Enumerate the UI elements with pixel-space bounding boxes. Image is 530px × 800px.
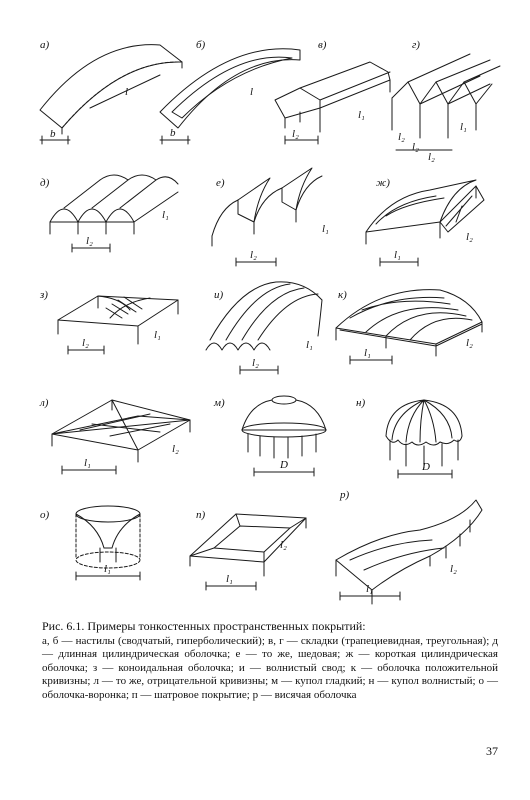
panel-e-dim-l2: l₂ — [250, 249, 257, 261]
panel-a-drawing — [40, 39, 182, 144]
panel-n-label: н) — [356, 397, 366, 409]
panel-n-drawing — [356, 397, 462, 478]
panel-d-drawing — [40, 175, 178, 252]
panel-p-label: п) — [196, 509, 206, 521]
panel-a-dim-l: l — [125, 86, 129, 98]
panel-zh-dim-l1: l₁ — [394, 249, 401, 261]
panel-n-dim-D: D — [422, 461, 430, 473]
panel-a-dim-b: b — [50, 128, 56, 140]
panel-l-dim-l2: l₂ — [172, 443, 179, 455]
panel-zh-dim-l2: l₂ — [466, 231, 473, 243]
panel-r-drawing — [336, 489, 482, 604]
panel-e-drawing — [212, 168, 329, 266]
panel-o-label: о) — [40, 509, 50, 521]
panel-b-dim-b: b — [170, 127, 176, 139]
panel-p-dim-l1: l₁ — [226, 573, 233, 585]
panel-v-label: в) — [318, 39, 327, 51]
panel-z-label: з) — [40, 289, 48, 301]
panel-z-dim-l1: l₁ — [154, 329, 161, 341]
panel-v-drawing — [275, 39, 390, 144]
panel-p-drawing — [190, 509, 306, 590]
page-number: 37 — [486, 744, 498, 758]
panel-i-dim-l1: l₁ — [306, 339, 313, 351]
panel-b-drawing — [160, 39, 300, 144]
panel-a-label: а) — [40, 39, 50, 51]
panel-k-drawing — [336, 289, 482, 364]
panel-i-label: и) — [214, 289, 224, 301]
panel-g-dim-l2-c: l₂ — [428, 151, 435, 163]
panel-l-label: л) — [40, 397, 49, 409]
panel-g-dim-l1: l₁ — [460, 121, 467, 133]
panel-i-dim-l2: l₂ — [252, 357, 259, 369]
panel-k-dim-l1: l₁ — [364, 347, 371, 359]
panel-e-label: е) — [216, 177, 225, 189]
panel-v-dim-l1: l₁ — [358, 109, 365, 121]
panel-k-label: к) — [338, 289, 347, 301]
panel-r-dim-l1: l₁ — [366, 583, 373, 595]
panel-g-dim-l2-a: l₂ — [398, 131, 405, 143]
panel-g-drawing — [392, 39, 500, 163]
panel-r-label: р) — [340, 489, 350, 501]
panel-p-dim-l2: l₂ — [280, 539, 287, 551]
panel-o-dim-D: l₁ — [104, 563, 111, 575]
panel-zh-drawing — [366, 177, 484, 266]
panel-g-dim-l2-b: l₂ — [412, 141, 419, 153]
panel-o-drawing — [40, 506, 140, 580]
panel-d-dim-l1: l₁ — [162, 209, 169, 221]
panel-i-drawing — [206, 282, 322, 374]
caption-title: Рис. 6.1. Примеры тонкостенных пространственных покрытий: — [42, 619, 366, 633]
panel-z-dim-l2: l₂ — [82, 337, 89, 349]
panel-m-dim-D: D — [280, 459, 288, 471]
panel-b-label: б) — [196, 39, 206, 51]
panel-z-drawing — [39, 289, 178, 354]
panel-d-label: д) — [40, 177, 50, 189]
panel-m-label: м) — [214, 397, 225, 409]
panel-zh-label: ж) — [376, 177, 390, 189]
panel-b-dim-l: l — [250, 86, 254, 98]
panel-k-dim-l2: l₂ — [466, 337, 473, 349]
panel-v-dim-l2: l₂ — [292, 128, 299, 140]
figure-caption — [42, 620, 498, 702]
panel-g-label: г) — [412, 39, 420, 51]
panel-l-drawing — [39, 397, 190, 474]
panel-d-dim-l2: l₂ — [86, 235, 93, 247]
caption-body: а, б — настилы (сводчатый, гиперболический); в, г — складки (трапециевидная, треугольная); д — длинная цилиндрическая оболочка; е — то же, шедовая; ж — короткая цилиндрическая оболочка; з — коноидальная оболочка; и — волнистый свод; к — оболочка положительной кривизны; л — то же, отрицательной кривизны; м — купол гладкий; н — купол волнистый; о — оболочка-воронка; п — шатровое покрытие; р — висячая оболочка — [42, 634, 498, 701]
panel-l-dim-l1: l₁ — [84, 457, 91, 469]
panel-m-drawing — [213, 396, 326, 476]
panel-r-dim-l2: l₂ — [450, 563, 457, 575]
panel-e-dim-l1: l₁ — [322, 223, 329, 235]
